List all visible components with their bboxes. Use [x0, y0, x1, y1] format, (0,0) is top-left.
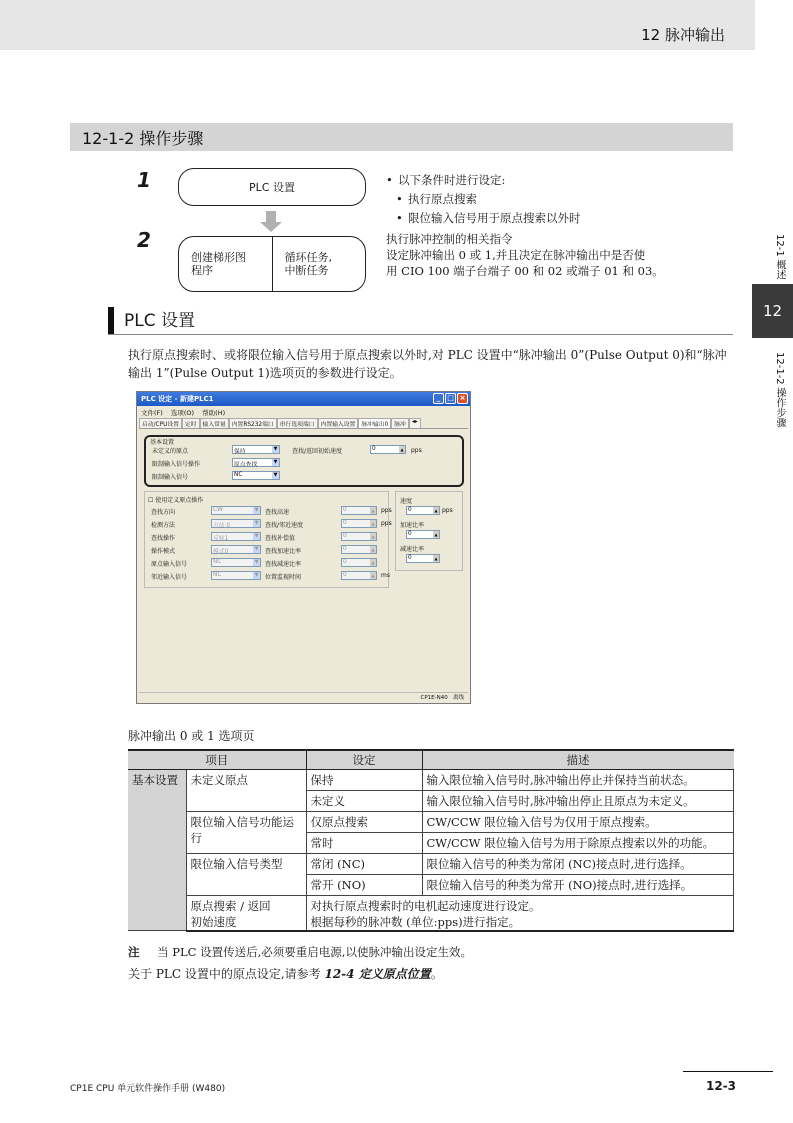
step1-conditions	[386, 171, 581, 228]
plc-settings-heading: PLC 设置	[108, 307, 195, 335]
description-cell: 限位输入信号的种类为常开 (NO)接点时,进行选择。	[422, 874, 734, 895]
origin-speed-label: 查找/邻近速度	[265, 522, 304, 529]
speed-label: 速度	[400, 498, 413, 505]
description-cell: 限位输入信号的种类为常闭 (NC)接点时,进行选择。	[422, 853, 734, 874]
ladder-line1: 创建梯形图	[191, 251, 246, 264]
note-label: 注	[128, 945, 140, 959]
desc-line: 对执行原点搜索时的电机起动速度进行设定。	[310, 898, 541, 913]
origin-search-group	[144, 491, 392, 588]
setting-cell: 仅原点搜索	[306, 811, 422, 832]
origin-speed-input[interactable]: 0 ▲	[341, 571, 377, 580]
menu-help[interactable]: 帮助(H)	[202, 409, 226, 417]
decel-label: 减速比率	[400, 546, 425, 553]
footer-rule	[683, 1071, 773, 1072]
tab-input-constant[interactable]: 输入常量	[200, 418, 229, 428]
item-cell: 限位输入信号功能运行	[186, 811, 306, 853]
origin-param-select[interactable]: NC ▼	[211, 571, 261, 580]
limit-type-select[interactable]: NC ▼	[232, 471, 280, 480]
origin-speed-unit: pps	[381, 507, 392, 514]
step2-description	[386, 231, 664, 279]
ladder-line2: 程序	[191, 264, 213, 277]
col-header-setting: 设定	[306, 750, 422, 769]
setting-cell: 未定义	[306, 790, 422, 811]
task-cell	[273, 237, 366, 291]
origin-speed-input[interactable]: 0 ▲	[341, 558, 377, 567]
note	[128, 944, 472, 960]
setting-cell: 常时	[306, 832, 422, 853]
flow-arrow-head-icon	[260, 222, 282, 232]
setting-cell: 保持	[306, 769, 422, 790]
origin-param-select[interactable]: 反转1 ▼	[211, 532, 261, 541]
use-origin-label: 使用定义原点操作	[155, 497, 204, 504]
menu-file[interactable]: 文件(F)	[141, 409, 163, 417]
desc-line: 用 CIO 100 端子台端子 00 和 02 或端子 01 和 03。	[386, 264, 664, 278]
side-tab-procedure[interactable]: 12-1-2 操作步骤	[774, 352, 785, 428]
origin-speed-input[interactable]: 0 ▲	[341, 532, 377, 541]
reference-prefix: 关于 PLC 设置中的原点设定,请参考	[128, 967, 325, 981]
description-cell	[306, 895, 734, 931]
origin-speed-label: 位置监视时间	[265, 574, 302, 581]
status-model: CP1E-N40	[420, 695, 448, 701]
table-row	[128, 811, 734, 832]
heading-divider	[108, 334, 733, 335]
bullet-item: • 执行原点搜索	[386, 190, 581, 209]
step-plc-settings-box	[178, 168, 366, 206]
group-cell: 基本设置	[128, 769, 186, 931]
tab-builtin-rs232[interactable]: 内置RS232端口	[229, 418, 277, 428]
table-row	[128, 895, 734, 931]
limit-func-select[interactable]: 原点查找 ▼	[232, 458, 280, 467]
origin-param-label: 查找操作	[151, 535, 176, 542]
step-ladder-box	[178, 236, 366, 292]
window-tabs	[139, 418, 468, 429]
tab-startup-cpu[interactable]: 启动/CPU设置	[139, 418, 182, 428]
note-text: 当 PLC 设置传送后,必须要重启电源,以使脉冲输出设定生效。	[157, 945, 472, 959]
tab-serial-option[interactable]: 串行选项端口	[277, 418, 318, 428]
origin-param-select[interactable]: 方法 0 ▼	[211, 519, 261, 528]
limit-type-label: 限制输入信号	[152, 474, 189, 481]
desc-line: 执行脉冲控制的相关指令	[386, 232, 513, 246]
origin-param-select[interactable]: CW ▼	[211, 506, 261, 515]
task-line1: 循环任务,	[284, 251, 332, 264]
decel-input[interactable]: 0 ▲	[406, 554, 440, 563]
side-chapter-number[interactable]: 12	[752, 284, 793, 338]
item-line: 原点搜索 / 返回	[190, 898, 271, 913]
item-line: 初始速度	[190, 914, 237, 929]
side-tab-overview[interactable]: 12-1 概述	[774, 234, 785, 280]
col-header-item: 项目	[128, 750, 306, 769]
origin-param-select[interactable]: 模式0 ▼	[211, 545, 261, 554]
tab-pulse-more[interactable]: 脉冲	[391, 418, 409, 428]
origin-speed-unit: pps	[381, 520, 392, 527]
origin-speed-input[interactable]: 0 ▲	[341, 519, 377, 528]
limit-func-label: 限制输入信号操作	[152, 461, 201, 468]
table-row	[128, 853, 734, 874]
step-number-2: 2	[137, 228, 151, 252]
table-row	[128, 769, 734, 790]
item-cell	[186, 895, 306, 931]
basic-settings-group	[144, 435, 464, 487]
desc-line: 设定脉冲输出 0 或 1,并且决定在脉冲输出中是否使	[386, 248, 646, 262]
maximize-icon[interactable]: □	[445, 393, 456, 404]
tab-builtin-input[interactable]: 内置输入设置	[318, 418, 359, 428]
undef-origin-select[interactable]: 保持 ▼	[232, 445, 280, 454]
menu-options[interactable]: 选项(O)	[170, 409, 195, 417]
origin-param-label: 查找方向	[151, 509, 176, 516]
origin-param-label: 邻近输入信号	[151, 574, 188, 581]
item-cell: 未定义原点	[186, 769, 306, 811]
setting-cell: 常开 (NO)	[306, 874, 422, 895]
bullet-item: • 限位输入信号用于原点搜索以外时	[386, 209, 581, 228]
window-titlebar	[137, 392, 470, 406]
item-cell: 限位输入信号类型	[186, 853, 306, 895]
close-icon[interactable]: ×	[457, 393, 468, 404]
status-mode: 离线	[452, 695, 464, 701]
origin-param-label: 检测方法	[151, 522, 176, 529]
step-number-1: 1	[137, 168, 151, 192]
speed-input[interactable]: 0 ▲	[406, 506, 440, 515]
speed-unit: pps	[442, 507, 453, 514]
reference	[128, 965, 443, 982]
step-plc-settings-label: PLC 设置	[249, 181, 295, 194]
pps-unit: pps	[411, 447, 422, 454]
tab-pulse-output-0[interactable]: 脉冲输出0	[358, 418, 391, 428]
description-cell: 输入限位输入信号时,脉冲输出停止并保持当前状态。	[422, 769, 734, 790]
plc-intro-paragraph: 执行原点搜索时、或将限位输入信号用于原点搜索以外时,对 PLC 设置中“脉冲输出 0”(Pulse Output 0)和“脉冲输出 1”(Pulse Output 1)选项页的参数进行设定。	[128, 348, 727, 380]
undef-origin-label: 未定义的原点	[152, 448, 189, 455]
setting-cell: 常闭 (NC)	[306, 853, 422, 874]
search-speed-input[interactable]: 0 ▲	[370, 445, 406, 454]
origin-speed-label: 查找减速比率	[265, 561, 302, 568]
accel-label: 加速比率	[400, 522, 425, 529]
window-title: PLC 设定 - 新建PLC1	[141, 395, 214, 403]
tab-timing[interactable]: 定时	[182, 418, 200, 428]
description-cell: 输入限位输入信号时,脉冲输出停止且原点为未定义。	[422, 790, 734, 811]
settings-table	[128, 749, 734, 932]
window-statusbar	[139, 692, 468, 701]
description-cell: CW/CCW 限位输入信号为仅用于原点搜索。	[422, 811, 734, 832]
origin-speed-input[interactable]: 0 ▲	[341, 545, 377, 554]
speed-group	[395, 491, 463, 571]
bullet-head: • 以下条件时进行设定:	[386, 171, 581, 190]
col-header-description: 描述	[422, 750, 734, 769]
reference-suffix: 。	[430, 967, 443, 981]
page-number: 12-3	[706, 1079, 737, 1093]
task-line2: 中断任务	[284, 264, 329, 277]
basic-settings-title: 基本设置	[150, 439, 175, 446]
accel-input[interactable]: 0 ▲	[406, 530, 440, 539]
origin-param-label: 操作模式	[151, 548, 176, 555]
ladder-program-cell	[179, 237, 273, 291]
minimize-icon[interactable]: _	[433, 393, 444, 404]
origin-speed-label: 查找加速比率	[265, 548, 302, 555]
table-header-row	[128, 750, 734, 769]
origin-speed-input[interactable]: 0 ▲	[341, 506, 377, 515]
description-cell: CW/CCW 限位输入信号为用于除原点搜索以外的功能。	[422, 832, 734, 853]
figure-caption: 脉冲输出 0 或 1 选项页	[128, 729, 255, 743]
tab-scroll-arrows-icon[interactable]: ◂▸	[409, 418, 421, 428]
search-speed-label: 查找/返回初始速度	[292, 448, 343, 455]
footer-manual-title: CP1E CPU 单元软件操作手册 (W480)	[70, 1084, 226, 1094]
section-title: 12-1-2 操作步骤	[70, 123, 733, 151]
reference-link[interactable]: 12-4 定义原点位置	[324, 967, 431, 981]
origin-speed-label: 查找补偿值	[265, 535, 296, 542]
plc-settings-window	[136, 391, 471, 704]
origin-param-select[interactable]: NC ▼	[211, 558, 261, 567]
chapter-title: 12 脉冲输出	[641, 26, 725, 44]
desc-line: 根据每秒的脉冲数 (单位:pps)进行指定。	[310, 914, 521, 929]
origin-speed-unit: ms	[381, 572, 390, 579]
origin-speed-label: 查找高速	[265, 509, 290, 516]
window-menubar	[137, 406, 470, 418]
use-origin-checkbox[interactable]: ☐ 使用定义原点操作	[148, 497, 204, 504]
origin-param-label: 原点输入信号	[151, 561, 188, 568]
